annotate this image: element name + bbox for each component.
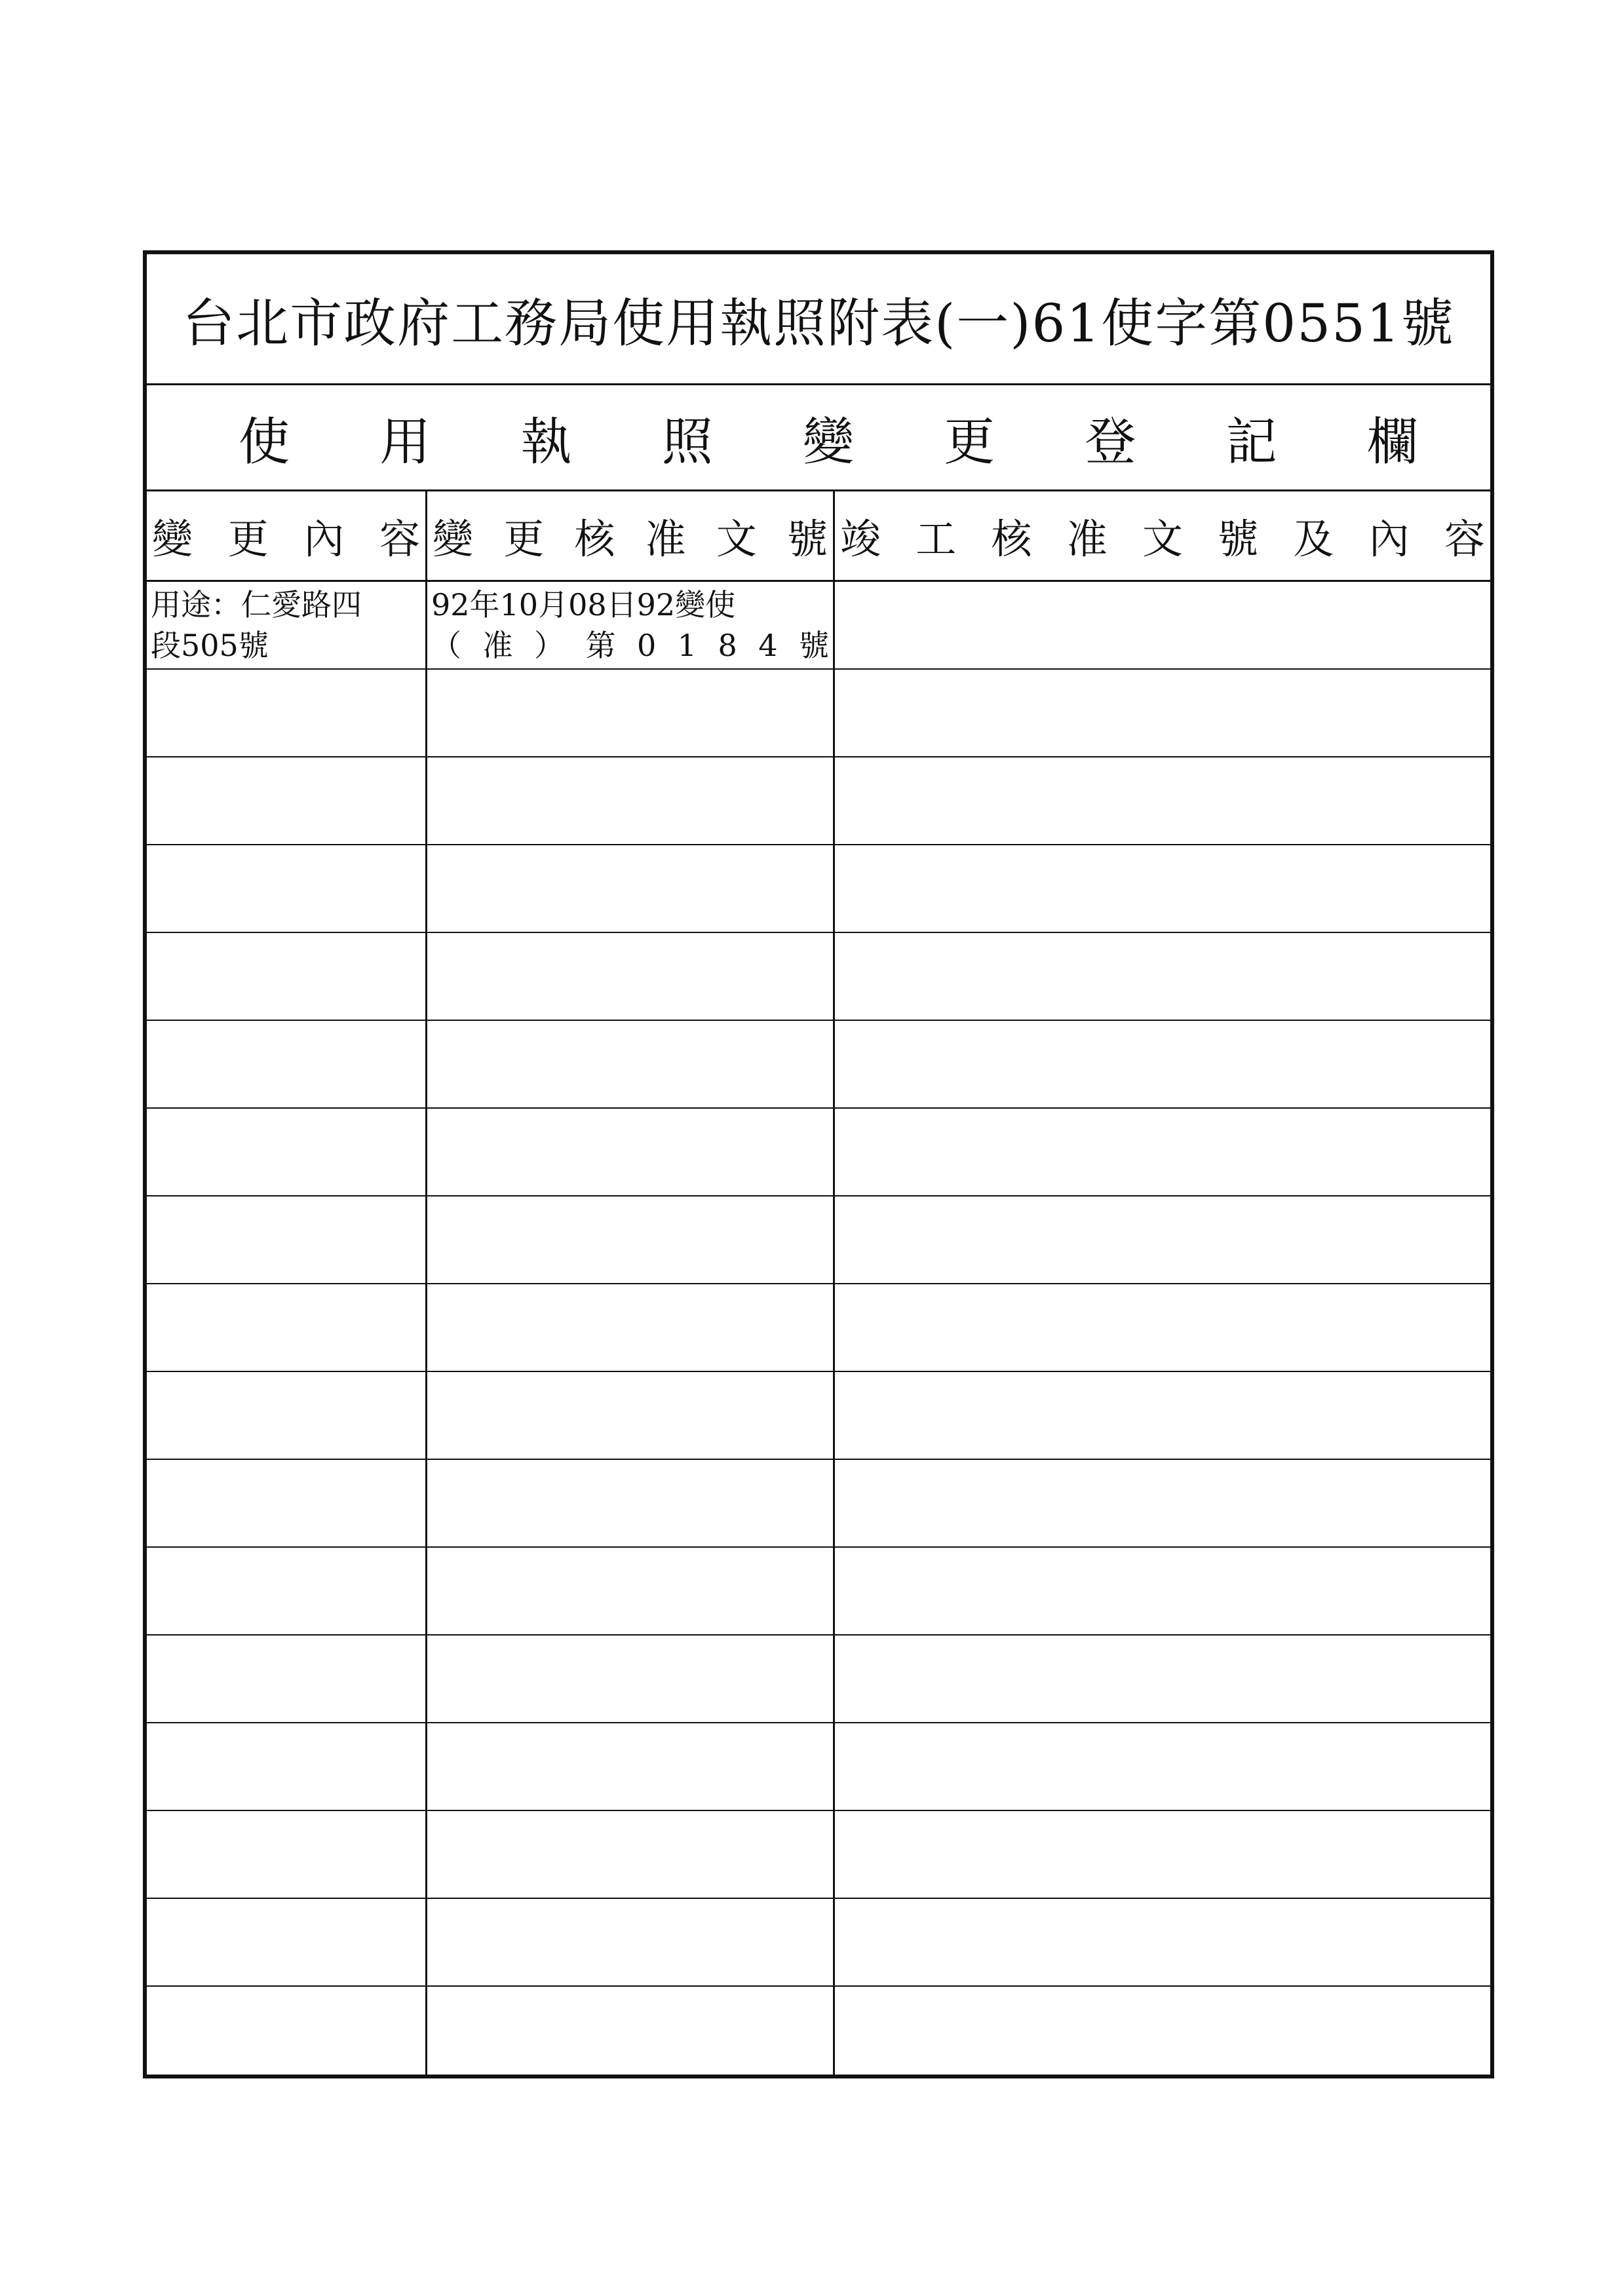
- table-row: [147, 1372, 1490, 1460]
- change-approval-cell: [427, 1987, 835, 2075]
- change-content-cell: [147, 1899, 427, 1985]
- table-row: [147, 1636, 1490, 1723]
- change-content-cell: [147, 1284, 427, 1371]
- table-row: [147, 1723, 1490, 1811]
- change-approval-cell: [427, 1196, 835, 1283]
- completion-approval-cell: [835, 582, 1490, 668]
- table-row: [147, 845, 1490, 933]
- table-row: [147, 1460, 1490, 1548]
- column-header-row: [147, 491, 1490, 582]
- table-row: [147, 933, 1490, 1021]
- completion-approval-cell: [835, 1899, 1490, 1985]
- change-content-cell: [147, 1548, 427, 1634]
- completion-approval-cell: [835, 933, 1490, 1020]
- completion-approval-cell: [835, 757, 1490, 844]
- change-content-cell: [147, 933, 427, 1020]
- completion-approval-cell: [835, 1636, 1490, 1722]
- registration-form-table: [143, 250, 1494, 2078]
- completion-approval-cell: [835, 1372, 1490, 1459]
- completion-approval-cell: [835, 1548, 1490, 1634]
- completion-approval-cell: [835, 1987, 1490, 2075]
- section-heading: [147, 385, 1490, 491]
- table-row: [147, 1021, 1490, 1109]
- table-row: [147, 1811, 1490, 1899]
- completion-approval-cell: [835, 845, 1490, 932]
- change-approval-cell: [427, 1284, 835, 1371]
- section-heading-char: 欄: [1366, 412, 1418, 472]
- change-approval-cell: 92年10月08日92變使 （ 准 ） 第 0 1 8 4 號: [427, 582, 835, 668]
- table-row: [147, 1899, 1490, 1987]
- column-header-change-content: 變 更 內 容: [147, 491, 427, 580]
- change-approval-cell: [427, 1899, 835, 1985]
- section-heading-char: 登: [1085, 412, 1136, 472]
- change-content-cell: [147, 1460, 427, 1546]
- change-content-cell: [147, 1723, 427, 1810]
- table-row: [147, 1196, 1490, 1284]
- section-heading-char: 使: [239, 412, 290, 472]
- completion-approval-cell: [835, 1460, 1490, 1546]
- change-content-cell: [147, 845, 427, 932]
- change-content-cell: [147, 1636, 427, 1722]
- section-heading-char: 記: [1225, 412, 1277, 472]
- change-approval-cell: [427, 757, 835, 844]
- completion-approval-cell: [835, 1109, 1490, 1195]
- section-heading-char: 變: [802, 412, 854, 472]
- change-approval-cell: [427, 845, 835, 932]
- table-row: [147, 1284, 1490, 1372]
- section-heading-char: 更: [944, 412, 995, 472]
- change-content-cell: [147, 1372, 427, 1459]
- completion-approval-cell: [835, 1284, 1490, 1371]
- table-body: [147, 582, 1490, 2075]
- table-row: [147, 582, 1490, 670]
- change-content-cell: [147, 1021, 427, 1107]
- change-approval-cell: [427, 1021, 835, 1107]
- change-approval-cell: [427, 1723, 835, 1810]
- change-content-cell: [147, 1196, 427, 1283]
- change-content-cell: 用途：仁愛路四 段505號: [147, 582, 427, 668]
- column-header-completion-approval: 竣 工 核 准 文 號 及 內 容: [840, 515, 1485, 563]
- completion-approval-cell: [835, 670, 1490, 756]
- column-header-change-approval-no: 變 更 核 准 文 號: [427, 491, 835, 580]
- change-approval-cell: [427, 1811, 835, 1898]
- change-approval-cell: [427, 933, 835, 1020]
- table-row: [147, 757, 1490, 845]
- table-row: [147, 1987, 1490, 2075]
- completion-approval-cell: [835, 1196, 1490, 1283]
- change-content-cell: [147, 1109, 427, 1195]
- completion-approval-cell: [835, 1811, 1490, 1898]
- form-title: 台北市政府工務局使用執照附表(一)61使字第0551號: [147, 254, 1490, 385]
- section-heading-char: 執: [520, 412, 572, 472]
- completion-approval-cell: [835, 1723, 1490, 1810]
- change-content-cell: [147, 1987, 427, 2075]
- change-approval-cell: [427, 1109, 835, 1195]
- change-content-cell: [147, 1811, 427, 1898]
- change-content-cell: [147, 670, 427, 756]
- change-approval-cell: [427, 1372, 835, 1459]
- table-row: [147, 1548, 1490, 1636]
- section-heading-char: 用: [379, 412, 431, 472]
- completion-approval-cell: [835, 1021, 1490, 1107]
- change-approval-cell: [427, 1460, 835, 1546]
- change-approval-cell: [427, 1636, 835, 1722]
- table-row: [147, 670, 1490, 757]
- change-approval-cell: [427, 1548, 835, 1634]
- change-approval-cell: [427, 670, 835, 756]
- change-content-cell: [147, 757, 427, 844]
- table-row: [147, 1109, 1490, 1196]
- section-heading-char: 照: [661, 412, 713, 472]
